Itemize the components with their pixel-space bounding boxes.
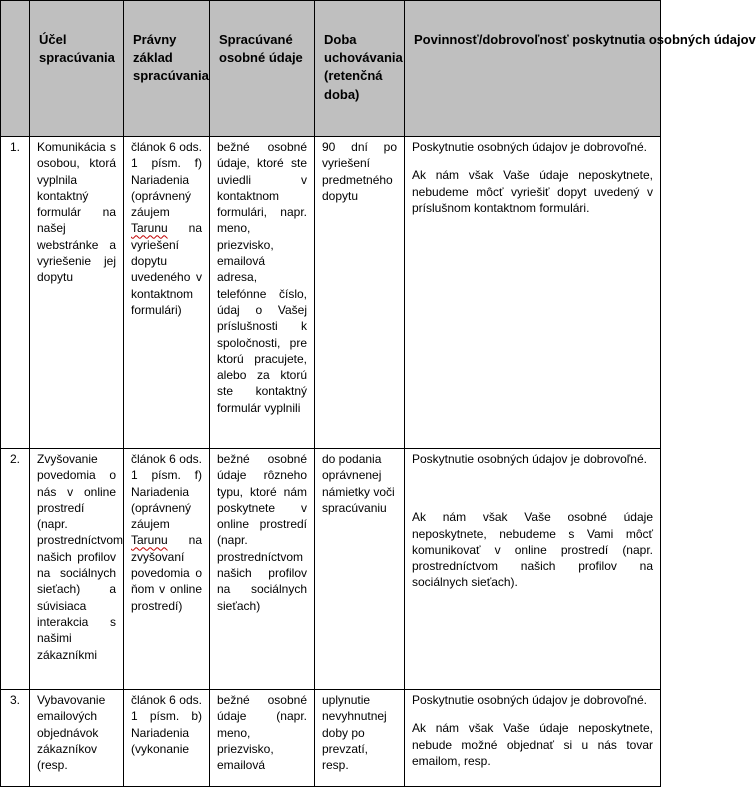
data-types-cell bbox=[210, 137, 315, 449]
legal-basis-part: na zvyšovaní povedomia o ňom v online prostredí) bbox=[131, 533, 202, 613]
obligation-content bbox=[405, 449, 660, 591]
table-row bbox=[1, 690, 661, 787]
retention-text: 90 dní po vyriešení predmetného dopytu bbox=[322, 140, 397, 203]
obligation-cell bbox=[405, 137, 661, 449]
legal-basis-part: článok 6 ods. 1 písm. f) Nariadenia (oprávnený záujem bbox=[131, 140, 202, 220]
obligation-content bbox=[405, 137, 660, 216]
retention-text: uplynutie nevyhnutnej doby po prevzatí, resp. bbox=[322, 693, 387, 773]
data-types-text: bežné osobné údaje (napr. meno, priezvisko, emailová bbox=[217, 693, 307, 773]
row-number: 2. bbox=[10, 452, 21, 466]
retention-text: do podania oprávnenej námietky voči spracúvaniu bbox=[322, 452, 395, 515]
header-retention-cell bbox=[315, 1, 405, 137]
obligation-consequence: Ak nám však Vaše osobné údaje neposkytnete, nebudeme s Vami môcť komunikovať v online prostredí (napr. prostredníctvom našich profilov na sociálnych sieťach). bbox=[412, 510, 653, 590]
data-types-cell bbox=[210, 690, 315, 787]
table-row bbox=[1, 449, 661, 690]
header-data-types-cell bbox=[210, 1, 315, 137]
legal-basis-text bbox=[124, 137, 209, 318]
retention-cell bbox=[315, 137, 405, 449]
data-types-text: bežné osobné údaje, ktoré ste uviedli v kontaktnom formulári, napr. meno, priezvisko, emailová adresa, telefónne číslo, údaj o Vašej príslušnosti k spoločnosti, pre ktorú pracujete, alebo za ktorú ste kontaktný formulár vyplnili bbox=[217, 140, 307, 415]
row-number-cell bbox=[1, 137, 30, 449]
purpose-text: Komunikácia s osobou, ktorá vyplnila kontaktný formulár na našej webstránke a vyriešenie jej dopytu bbox=[37, 140, 116, 285]
header-legal-basis: Právny základ spracúvania bbox=[133, 32, 209, 84]
obligation-cell bbox=[405, 449, 661, 690]
table-row bbox=[1, 137, 661, 449]
legal-basis-cell bbox=[124, 449, 210, 690]
row-number-cell bbox=[1, 690, 30, 787]
obligation-statement: Poskytnutie osobných údajov je dobrovoľné. bbox=[412, 140, 647, 154]
purpose-text: Zvyšovanie povedomia o nás v online prostredí (napr. prostredníctvom našich profilov na sociálnych sieťach) a súvisiaca interakcia s našimi zákazníkmi bbox=[37, 452, 124, 662]
retention-cell bbox=[315, 449, 405, 690]
purpose-text: Vybavovanie emailových objednávok zákazníkov (resp. bbox=[37, 693, 106, 773]
company-name: Tarunu bbox=[131, 221, 168, 236]
header-purpose-cell bbox=[30, 1, 124, 137]
data-types-text: bežné osobné údaje rôzneho typu, ktoré nám poskytnete v online prostredí (napr. prostredníctvom našich profilov na sociálnych sieťach) bbox=[217, 452, 307, 613]
retention-cell bbox=[315, 690, 405, 787]
company-name: Tarunu bbox=[131, 533, 168, 548]
legal-basis-text: článok 6 ods. 1 písm. b) Nariadenia (vykonanie bbox=[131, 693, 202, 756]
legal-basis-cell bbox=[124, 137, 210, 449]
obligation-consequence: Ak nám však Vaše údaje neposkytnete, nebude možné objednať si u nás tovar emailom, resp. bbox=[412, 721, 653, 768]
purpose-cell bbox=[30, 690, 124, 787]
obligation-cell bbox=[405, 690, 661, 787]
header-number-cell bbox=[1, 1, 30, 137]
legal-basis-part: článok 6 ods. 1 písm. f) Nariadenia (oprávnený záujem bbox=[131, 452, 202, 532]
row-number-cell bbox=[1, 449, 30, 690]
obligation-statement: Poskytnutie osobných údajov je dobrovoľné. bbox=[412, 693, 647, 707]
header-row bbox=[1, 1, 661, 137]
obligation-content bbox=[405, 690, 660, 769]
header-legal-basis-cell bbox=[124, 1, 210, 137]
header-retention: Doba uchovávania (retenčná doba) bbox=[324, 32, 403, 102]
header-obligation-cell bbox=[405, 1, 756, 137]
header-data-types: Spracúvané osobné údaje bbox=[219, 32, 303, 66]
purpose-cell bbox=[30, 137, 124, 449]
legal-basis-cell bbox=[124, 690, 210, 787]
row-number: 3. bbox=[10, 693, 21, 707]
purpose-cell bbox=[30, 449, 124, 690]
data-types-cell bbox=[210, 449, 315, 690]
header-purpose: Účel spracúvania bbox=[39, 32, 115, 66]
obligation-statement: Poskytnutie osobných údajov je dobrovoľné. bbox=[412, 452, 647, 466]
legal-basis-part: na vyriešení dopytu uvedeného v kontaktnom formulári) bbox=[131, 221, 202, 317]
legal-basis-text bbox=[124, 449, 209, 614]
obligation-consequence: Ak nám však Vaše údaje neposkytnete, nebudeme môcť vyriešiť dopyt uvedený v príslušnom kontaktnom formulári. bbox=[412, 168, 653, 215]
row-number: 1. bbox=[10, 140, 21, 154]
header-obligation: Povinnosť/dobrovoľnosť poskytnutia osobných údajov bbox=[414, 32, 756, 47]
